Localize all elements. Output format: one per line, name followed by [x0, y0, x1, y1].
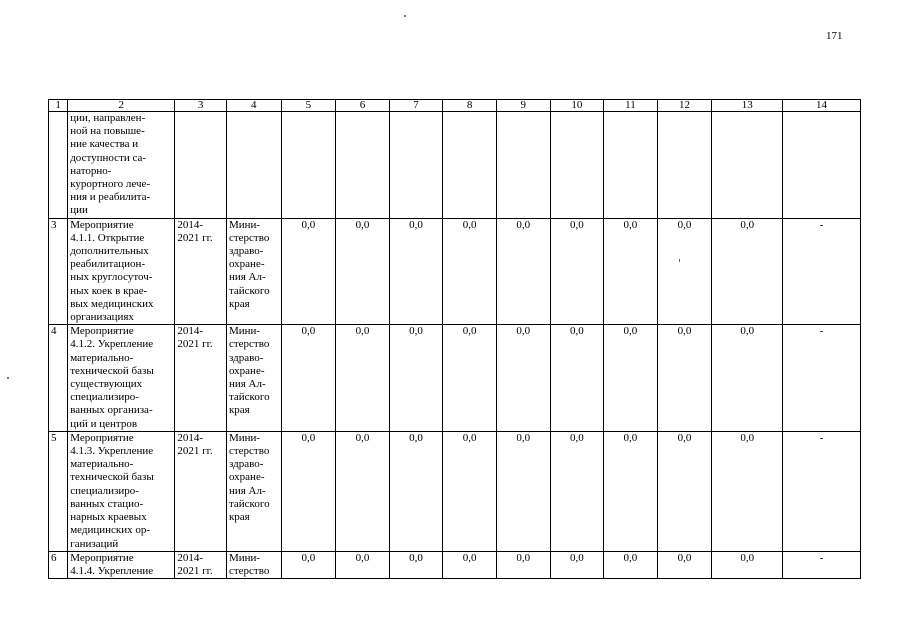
text-line: материально-: [70, 351, 134, 364]
value-cell: 0,0: [550, 325, 604, 432]
column-header: 12: [657, 100, 712, 112]
column-header: 6: [336, 100, 390, 112]
text-line: 2014-: [177, 431, 204, 444]
text-line: ции, направлен-: [70, 112, 146, 124]
value-cell: 0,0: [389, 551, 443, 578]
value-cell: 0,0: [712, 218, 783, 325]
column-header: 10: [550, 100, 604, 112]
value-cell: 0,0: [496, 218, 550, 325]
text-line: ния Ал-: [228, 271, 266, 284]
period-cell: [175, 431, 227, 551]
value-cell: 0,0: [712, 551, 783, 578]
column-header: 11: [604, 100, 658, 112]
text-line: Мероприятие: [70, 325, 134, 338]
column-header: 13: [712, 100, 783, 112]
empty-cell: [604, 112, 658, 219]
row-number-cell: 3: [49, 218, 68, 325]
note-cell: -: [783, 325, 861, 432]
value-cell: 0,0: [604, 325, 658, 432]
executor-cell: [226, 551, 281, 578]
page-number: 171: [826, 30, 843, 42]
column-header: 1: [49, 100, 68, 112]
period-cell: [175, 551, 227, 578]
text-line: Мини-: [228, 431, 261, 444]
value-cell: 0,0: [336, 325, 390, 432]
empty-cell: [496, 112, 550, 219]
value-cell: 0,0: [336, 218, 390, 325]
value-cell: 0,0: [389, 218, 443, 325]
empty-cell: [550, 112, 604, 219]
text-line: Мероприятие: [70, 218, 134, 231]
value-cell: 0,0: [604, 551, 658, 578]
text-line: вых медицинских: [70, 297, 154, 310]
text-line: охране-: [228, 364, 265, 377]
executor-cell: [226, 325, 281, 432]
description-cell: [68, 551, 175, 578]
value-cell: 0,0: [496, 325, 550, 432]
value-cell: 0,0: [712, 431, 783, 551]
text-line: 4.1.4. Укрепление: [70, 564, 154, 577]
value-cell: 0,0: [443, 325, 497, 432]
text-line: 2021 гг.: [177, 445, 213, 458]
empty-cell: [389, 112, 443, 219]
text-line: ции: [70, 204, 88, 217]
text-line: стерство: [228, 445, 270, 458]
empty-cell: [336, 112, 390, 219]
value-cell: 0,0: [550, 431, 604, 551]
description-cell: [68, 325, 175, 432]
table-row: [49, 325, 861, 432]
empty-cell: [226, 112, 281, 219]
description-cell: [68, 112, 175, 219]
text-line: ганизаций: [70, 537, 119, 550]
text-line: технической базы: [70, 364, 154, 377]
value-cell: 0,0: [281, 431, 336, 551]
table-row: [49, 431, 861, 551]
text-line: доступности са-: [70, 151, 147, 164]
text-line: Мероприятие: [70, 431, 134, 444]
column-header: 7: [389, 100, 443, 112]
text-line: 4.1.2. Укрепление: [70, 338, 154, 351]
text-line: здраво-: [228, 458, 264, 471]
period-cell: [175, 218, 227, 325]
value-cell: 0,0: [281, 325, 336, 432]
table-row-continuation: [49, 112, 861, 219]
text-line: ния и реабилита-: [70, 191, 151, 204]
text-line: ных коек в крае-: [70, 284, 148, 297]
value-cell: 0,0: [657, 325, 712, 432]
text-line: ванных стацио-: [70, 497, 144, 510]
column-header: 9: [496, 100, 550, 112]
text-line: ния Ал-: [228, 378, 266, 391]
text-line: ванных организа-: [70, 404, 153, 417]
value-cell: 0,0: [389, 431, 443, 551]
text-line: технической базы: [70, 471, 154, 484]
text-line: ций и центров: [70, 417, 138, 430]
text-line: тайского: [228, 391, 270, 404]
text-line: ние качества и: [70, 138, 139, 151]
row-number-cell: 5: [49, 431, 68, 551]
text-line: специализиро-: [70, 484, 139, 497]
text-line: специализиро-: [70, 391, 139, 404]
text-line: края: [228, 511, 250, 524]
header-row: [49, 100, 861, 112]
value-cell: 0,0: [657, 551, 712, 578]
text-line: реабилитацион-: [70, 258, 146, 271]
note-cell: -: [783, 431, 861, 551]
text-line: существующих: [70, 378, 143, 391]
text-line: тайского: [228, 497, 270, 510]
text-line: стерство: [228, 231, 270, 244]
column-header: 14: [783, 100, 861, 112]
empty-cell: [175, 112, 227, 219]
note-cell: -: [783, 551, 861, 578]
value-cell: 0,0: [657, 218, 712, 325]
text-line: нарных краевых: [70, 511, 147, 524]
text-line: наторно-: [70, 164, 112, 177]
row-number-cell: 4: [49, 325, 68, 432]
text-line: ных круглосуточ-: [70, 271, 153, 284]
text-line: организациях: [70, 311, 134, 324]
program-table: [48, 99, 861, 579]
text-line: охране-: [228, 258, 265, 271]
text-line: 2014-: [177, 551, 204, 564]
empty-cell: [783, 112, 861, 219]
text-line: края: [228, 297, 250, 310]
text-line: Мини-: [228, 325, 261, 338]
value-cell: 0,0: [336, 551, 390, 578]
text-line: здраво-: [228, 245, 264, 258]
executor-cell: [226, 431, 281, 551]
text-line: здраво-: [228, 351, 264, 364]
value-cell: 0,0: [712, 325, 783, 432]
empty-cell: [712, 112, 783, 219]
text-line: 2021 гг.: [177, 564, 213, 577]
value-cell: 0,0: [657, 431, 712, 551]
empty-cell: [281, 112, 336, 219]
text-line: ния Ал-: [228, 484, 266, 497]
column-header: 4: [226, 100, 281, 112]
value-cell: 0,0: [281, 551, 336, 578]
text-line: курортного лече-: [70, 178, 151, 191]
column-header: 5: [281, 100, 336, 112]
value-cell: 0,0: [496, 431, 550, 551]
text-line: дополнительных: [70, 245, 149, 258]
table-row: [49, 218, 861, 325]
empty-cell: [443, 112, 497, 219]
text-line: 2014-: [177, 325, 204, 338]
value-cell: 0,0: [604, 218, 658, 325]
empty-cell: [657, 112, 712, 219]
value-cell: 0,0: [281, 218, 336, 325]
value-cell: 0,0: [443, 218, 497, 325]
scan-speck: [404, 15, 406, 17]
text-line: материально-: [70, 458, 134, 471]
value-cell: 0,0: [389, 325, 443, 432]
value-cell: 0,0: [604, 431, 658, 551]
text-line: 4.1.1. Открытие: [70, 231, 145, 244]
scan-speck: [7, 377, 9, 379]
text-line: Мини-: [228, 551, 261, 564]
text-line: 2014-: [177, 218, 204, 231]
period-cell: [175, 325, 227, 432]
column-header: 2: [68, 100, 175, 112]
description-cell: [68, 431, 175, 551]
text-line: ной на повыше-: [70, 125, 145, 138]
text-line: стерство: [228, 338, 270, 351]
value-cell: 0,0: [550, 218, 604, 325]
text-line: края: [228, 404, 250, 417]
text-line: стерство: [228, 564, 270, 577]
value-cell: 0,0: [550, 551, 604, 578]
text-line: 2021 гг.: [177, 338, 213, 351]
value-cell: 0,0: [496, 551, 550, 578]
text-line: 4.1.3. Укрепление: [70, 445, 154, 458]
table-row: [49, 551, 861, 578]
text-line: Мини-: [228, 218, 261, 231]
value-cell: 0,0: [336, 431, 390, 551]
column-header: 3: [175, 100, 227, 112]
scan-speck: [679, 259, 680, 262]
description-cell: [68, 218, 175, 325]
text-line: охране-: [228, 471, 265, 484]
note-cell: -: [783, 218, 861, 325]
value-cell: 0,0: [443, 551, 497, 578]
row-number-cell: 6: [49, 551, 68, 578]
value-cell: 0,0: [443, 431, 497, 551]
row-number-cell: [49, 112, 68, 219]
text-line: Мероприятие: [70, 551, 134, 564]
text-line: медицинских ор-: [70, 524, 151, 537]
text-line: 2021 гг.: [177, 231, 213, 244]
column-header: 8: [443, 100, 497, 112]
executor-cell: [226, 218, 281, 325]
text-line: тайского: [228, 284, 270, 297]
